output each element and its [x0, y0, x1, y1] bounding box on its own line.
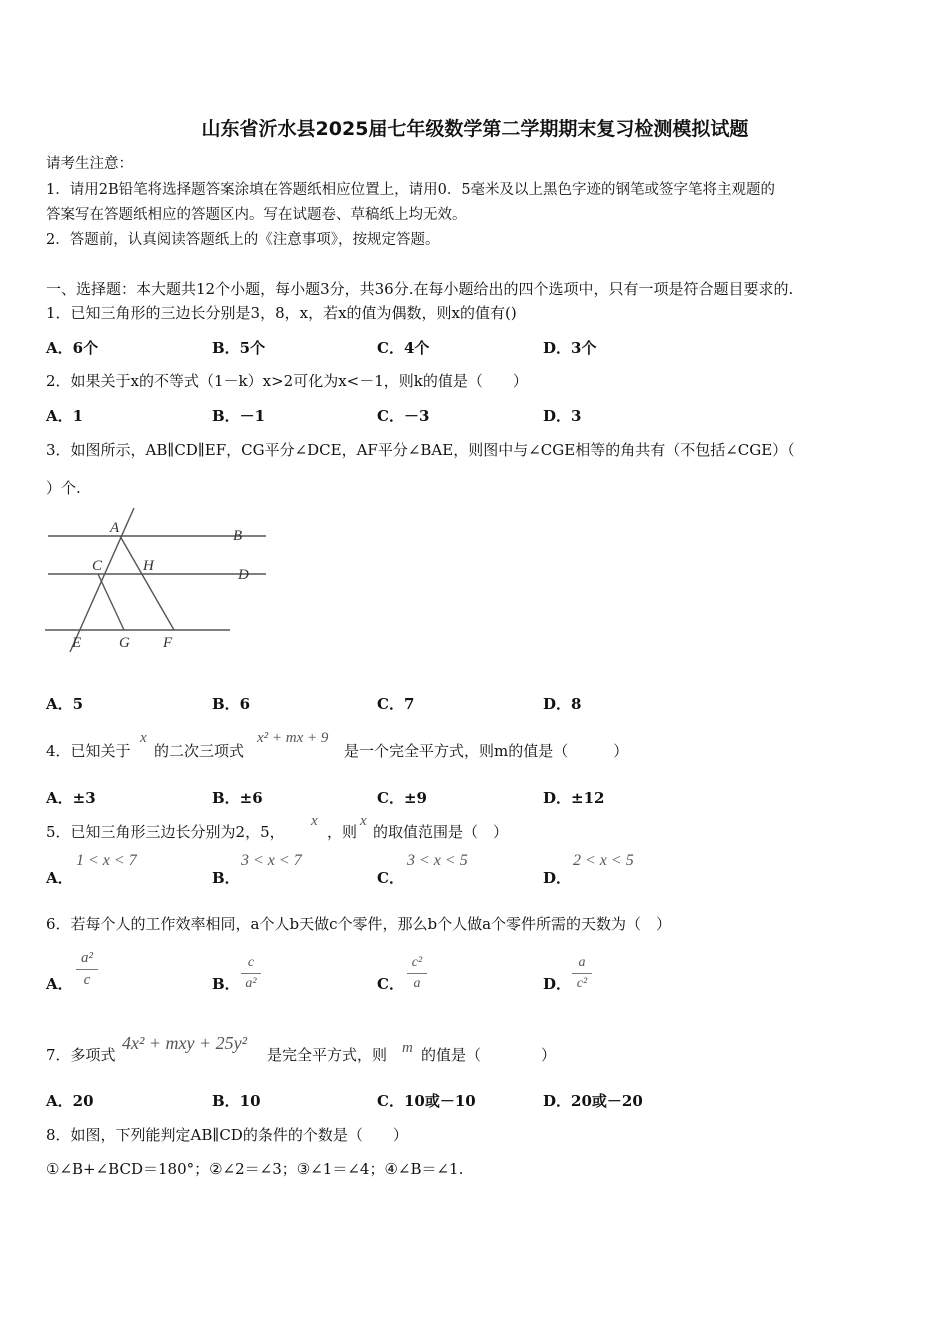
q3-option-c[interactable]: C．7 [377, 695, 415, 713]
q1-option-b[interactable]: B．5个 [212, 339, 266, 357]
q3-option-d[interactable]: D．8 [543, 695, 582, 713]
figure-label-a: A [110, 520, 120, 536]
question-4-var: x [140, 730, 147, 746]
q2-option-b[interactable]: B．－1 [212, 407, 266, 425]
q4-option-b[interactable]: B．±6 [212, 789, 263, 807]
question-5-stem-c: 的取值范围是（ ） [373, 823, 509, 841]
figure-label-c: C [92, 558, 103, 574]
q4-option-d[interactable]: D．±12 [543, 789, 605, 807]
q3-option-b[interactable]: B．6 [212, 695, 251, 713]
q6-option-b-denominator: a² [245, 976, 257, 991]
question-1-stem: 1．已知三角形的三边长分别是3，8，x，若x的值为偶数，则x的值有() [46, 304, 517, 322]
notice-heading: 请考生注意： [46, 156, 133, 172]
q7-option-a[interactable]: A．20 [46, 1092, 94, 1110]
notice-item-1-line-1: 1．请用2B铅笔将选择题答案涂填在答题纸相应位置上，请用0．5毫米及以上黑色字迹的钢笔或签字笔将主观题的 [46, 182, 776, 198]
question-4-stem-b: 的二次三项式 [154, 742, 245, 760]
q6-option-c-numerator: c² [411, 955, 423, 970]
q5-option-b-value[interactable]: 3 < x < 7 [241, 852, 302, 869]
q6-option-a-fraction[interactable] [76, 950, 98, 989]
page-title: 山东省沂水县2025届七年级数学第二学期期末复习检测模拟试题 [201, 118, 749, 140]
question-3-stem-line-1: 3．如图所示，AB∥CD∥EF，CG平分∠DCE，AF平分∠BAE，则图中与∠CGE相等的角共有（不包括∠CGE）（ [46, 441, 795, 459]
q5-option-a-letter[interactable]: A． [46, 869, 73, 887]
question-3-stem-line-2: ）个. [46, 479, 81, 497]
q4-option-c[interactable]: C．±9 [377, 789, 427, 807]
notice-item-1-line-2: 答案写在答题纸相应的答题区内。写在试题卷、草稿纸上均无效。 [46, 207, 467, 223]
question-8-conditions: ①∠B+∠BCD＝180°；②∠2＝∠3；③∠1＝∠4；④∠B＝∠1. [46, 1160, 464, 1178]
q6-option-d-letter[interactable]: D． [543, 975, 572, 993]
notice-item-2: 2．答题前，认真阅读答题纸上的《注意事项》，按规定答题。 [46, 232, 440, 248]
figure-label-g: G [119, 635, 130, 651]
figure-label-h: H [143, 558, 154, 574]
q6-option-c-denominator: a [413, 976, 421, 991]
question-7-stem-c: 的值是（ ） [421, 1046, 557, 1064]
q7-option-c[interactable]: C．10或－10 [377, 1092, 476, 1110]
section-heading: 一、选择题：本大题共12个小题，每小题3分，共36分.在每小题给出的四个选项中，只有一项是符合题目要求的. [46, 280, 794, 298]
q6-option-d-fraction[interactable] [572, 955, 592, 992]
q2-option-a[interactable]: A．1 [46, 407, 84, 425]
figure-label-b: B [233, 528, 243, 544]
q6-option-a-numerator: a² [81, 950, 93, 966]
question-7-expression: 4x² + mxy + 25y² [122, 1033, 248, 1053]
q6-option-d-numerator: a [578, 955, 586, 970]
question-5-var: x [311, 813, 318, 829]
question-7-var: m [402, 1040, 413, 1056]
question-8-stem: 8．如图，下列能判定AB∥CD的条件的个数是（ ） [46, 1126, 408, 1144]
q6-option-c-letter[interactable]: C． [377, 975, 404, 993]
fraction-bar [572, 973, 592, 974]
q1-option-d[interactable]: D．3个 [543, 339, 597, 357]
question-5-var-2: x [360, 813, 367, 829]
q5-option-d-letter[interactable]: D． [543, 869, 572, 887]
question-6-stem: 6．若每个人的工作效率相同，a个人b天做c个零件，那么b个人做a个零件所需的天数为（ ） [46, 915, 672, 933]
q6-option-a-denominator: c [83, 972, 91, 988]
question-7-stem-a: 7．多项式 [46, 1046, 116, 1064]
q2-option-d[interactable]: D．3 [543, 407, 582, 425]
question-4-stem-c: 是一个完全平方式，则m的值是（ ） [344, 742, 629, 760]
question-4-expression: x² + mx + 9 [257, 730, 329, 746]
q6-option-b-numerator: c [247, 955, 255, 970]
q6-option-d-denominator: c² [576, 976, 588, 991]
q7-option-b[interactable]: B．10 [212, 1092, 261, 1110]
q5-option-c-letter[interactable]: C． [377, 869, 404, 887]
question-5-stem-b: ，则 [327, 823, 358, 841]
q6-option-b-fraction[interactable] [241, 955, 261, 992]
q5-option-c-value[interactable]: 3 < x < 5 [407, 852, 468, 869]
question-7-stem-b: 是完全平方式，则 [267, 1046, 388, 1064]
q3-option-a[interactable]: A．5 [46, 695, 84, 713]
fraction-bar [407, 973, 427, 974]
q1-option-a[interactable]: A．6个 [46, 339, 99, 357]
question-3-figure [40, 500, 270, 660]
q6-option-b-letter[interactable]: B． [212, 975, 240, 993]
question-5-stem-a: 5．已知三角形三边长分别为2，5， [46, 823, 285, 841]
q7-option-d[interactable]: D．20或－20 [543, 1092, 643, 1110]
question-4-stem-a: 4．已知关于 [46, 742, 131, 760]
fraction-bar [76, 969, 98, 970]
figure-label-e: E [72, 635, 82, 651]
q5-option-b-letter[interactable]: B． [212, 869, 240, 887]
figure-label-d: D [238, 567, 249, 583]
q5-option-a-value[interactable]: 1 < x < 7 [76, 852, 137, 869]
q6-option-a-letter[interactable]: A． [46, 975, 73, 993]
q5-option-d-value[interactable]: 2 < x < 5 [573, 852, 634, 869]
q6-option-c-fraction[interactable] [407, 955, 427, 992]
q1-option-c[interactable]: C．4个 [377, 339, 430, 357]
q2-option-c[interactable]: C．－3 [377, 407, 430, 425]
question-2-stem: 2．如果关于x的不等式（1－k）x>2可化为x<－1，则k的值是（ ） [46, 372, 528, 390]
fraction-bar [241, 973, 261, 974]
figure-label-f: F [163, 635, 173, 651]
q4-option-a[interactable]: A．±3 [46, 789, 96, 807]
